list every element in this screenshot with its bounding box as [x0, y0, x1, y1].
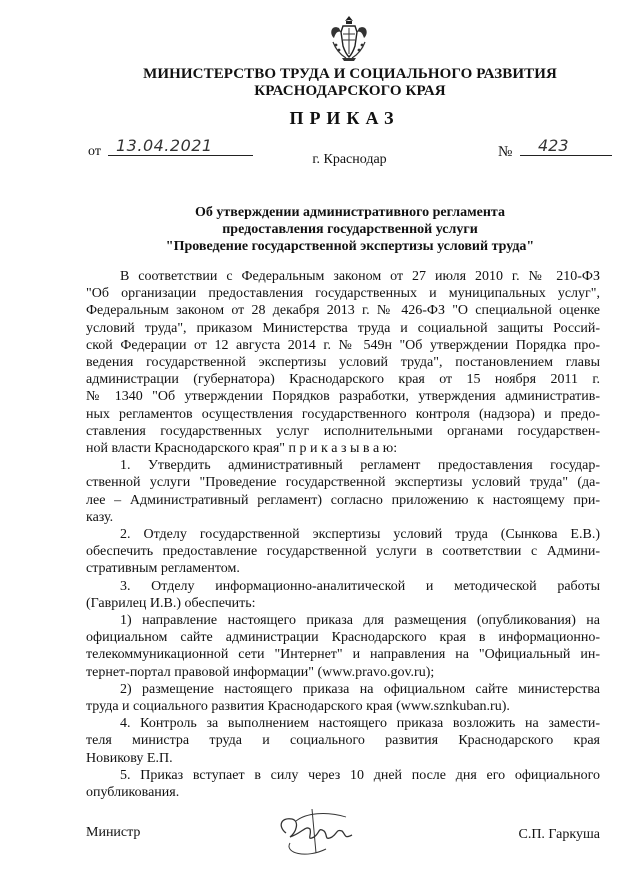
- body-line: обеспечить предоставление государственной услуги в соответствии с Админи-: [86, 544, 600, 560]
- krasnodar-coat-of-arms-icon: [326, 12, 372, 62]
- signatory-name: С.П. Гаркуша: [518, 827, 600, 842]
- body-line: 4. Контроль за выполнением настоящего приказа возложить на замести-: [120, 716, 600, 732]
- signature-block: [86, 815, 600, 865]
- body-line: 5. Приказ вступает в силу через 10 дней после дня его официального: [120, 767, 600, 783]
- order-title-line2: предоставления государственной услуги: [222, 222, 478, 237]
- body-line: ставления государственных услуг исполнительными органами государствен-: [86, 423, 600, 439]
- body-line: "Об организации предоставления государственных и муниципальных услуг",: [86, 286, 600, 302]
- body-line: 2. Отделу государственной экспертизы условий труда (Сынкова Е.В.): [120, 527, 600, 543]
- body-line: (Гаврилец И.В.) обеспечить:: [86, 595, 256, 611]
- body-line: опубликования.: [86, 785, 180, 801]
- body-line: ской Федерации от 12 августа 2014 г. № 549н "Об утверждении Порядка про-: [86, 337, 600, 353]
- order-title-line1: Об утверждении административного регламента: [195, 205, 505, 220]
- body-line: Федеральным законом от 28 декабря 2013 г. № 426-ФЗ "О специальной оценке: [86, 303, 600, 319]
- body-line: казу.: [86, 509, 114, 525]
- city-label: г. Краснодар: [312, 152, 387, 167]
- signatory-position: Министр: [86, 825, 141, 840]
- body-line: Новикову Е.П.: [86, 750, 173, 766]
- ministry-name-line2: КРАСНОДАРСКОГО КРАЯ: [254, 83, 446, 99]
- body-line: 2) размещение настоящего приказа на официальном сайте министерства: [120, 681, 600, 697]
- body-line: В соответствии с Федеральным законом от 27 июля 2010 г. № 210-ФЗ: [120, 269, 600, 284]
- body-line: № 1340 "Об утверждении Порядков разработки, утверждения административ-: [86, 389, 600, 405]
- body-line: администрации (губернатора) Краснодарского края от 15 ноября 2011 г.: [86, 372, 600, 388]
- body-line: теля министра труда и социального развития Краснодарского края: [86, 733, 600, 749]
- order-title-line3: "Проведение государственной экспертизы условий труда": [165, 239, 535, 254]
- body-line: ведения государственной экспертизы условий труда", постановлением главы: [86, 355, 600, 371]
- body-line: ственной услуги "Проведение государственной экспертизы условий труда" (да-: [86, 475, 600, 491]
- order-title: [120, 204, 580, 255]
- document-type-heading: ПРИКАЗ: [289, 108, 400, 128]
- body-line: лее – Административный регламент) согласно приложению к настоящему при-: [86, 492, 600, 508]
- handwritten-signature-icon: [266, 803, 376, 863]
- body-line: 3. Отделу информационно-аналитической и методической работы: [120, 578, 600, 594]
- body-line: труда и социального развития Краснодарского края (www.sznkuban.ru).: [86, 699, 510, 715]
- body-line: тернет-портал правовой информации" (www.pravo.gov.ru);: [86, 664, 435, 680]
- body-line: условий труда", приказом Министерства труда и социальной защиты Россий-: [86, 320, 600, 336]
- body-line: официальном сайте администрации Краснодарского края в информационно-: [86, 630, 600, 646]
- order-date: 13.04.2021: [108, 136, 253, 156]
- body-line: стративным регламентом.: [86, 561, 240, 577]
- body-line: 1) направление настоящего приказа для размещения (опубликования) на: [120, 613, 600, 629]
- body-line: ной власти Краснодарского края" п р и к а з ы в а ю:: [86, 441, 398, 457]
- body-line: телекоммуникационной сети "Интернет" и направления на "Официальный ин-: [86, 647, 600, 663]
- body-line: ных регламентов осуществления государственного контроля (надзора) и предо-: [86, 406, 600, 422]
- order-number: 423: [520, 136, 612, 156]
- order-body: [86, 268, 600, 801]
- number-prefix: №: [498, 144, 513, 160]
- ministry-name: [90, 66, 610, 100]
- ministry-name-line1: МИНИСТЕРСТВО ТРУДА И СОЦИАЛЬНОГО РАЗВИТИЯ: [143, 66, 557, 82]
- body-line: 1. Утвердить административный регламент предоставления государ-: [120, 458, 600, 474]
- date-prefix: от: [88, 144, 101, 159]
